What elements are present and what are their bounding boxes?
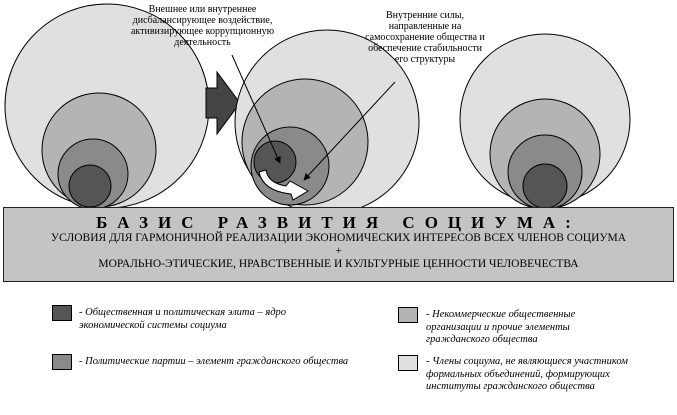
legend-swatch-2 [52,354,72,370]
legend-swatch-1 [52,305,72,321]
basis-line-2: МОРАЛЬНО-ЭТИЧЕСКИЕ, НРАВСТВЕННЫЕ И КУЛЬТУРНЫЕ ЦЕННОСТИ ЧЕЛОВЕЧЕСТВА [98,258,579,270]
legend-swatch-4 [398,355,418,371]
note-external-impact: Внешнее или внутреннее дисбалансирующее воздействие, активизирующее коррупционную деятельность [130,4,275,48]
legend-item-3: - Некоммерческие общественные организации и прочие элементы гражданского общества [426,309,576,345]
legend-item-2: - Политические партии – элемент гражданского общества [79,356,349,367]
basis-plus: + [335,245,342,257]
basis-box [3,207,674,282]
basis-line-1: УСЛОВИЯ ДЛЯ ГАРМОНИЧНОЙ РЕАЛИЗАЦИИ ЭКОНОМИЧЕСКИХ ИНТЕРЕСОВ ВСЕХ ЧЛЕНОВ СОЦИУМА [50,232,627,244]
basis-title: БАЗИС РАЗВИТИЯ СОЦИУМА: [96,213,581,232]
circle-left-level1 [69,165,111,207]
circles-right [460,34,630,209]
legend-item-4: - Члены социума, не являющиеся участником формальных объединений, формирующих институты гражданского общества [426,356,628,392]
note-internal-forces: Внутренние силы, направленные на самосохранение общества и обеспечение стабильности его структуры [365,10,485,65]
legend-item-1: - Общественная и политическая элита – ядро экономической системы социума [79,307,287,331]
legend-swatch-3 [398,307,418,323]
circle-right-level1 [523,164,567,208]
